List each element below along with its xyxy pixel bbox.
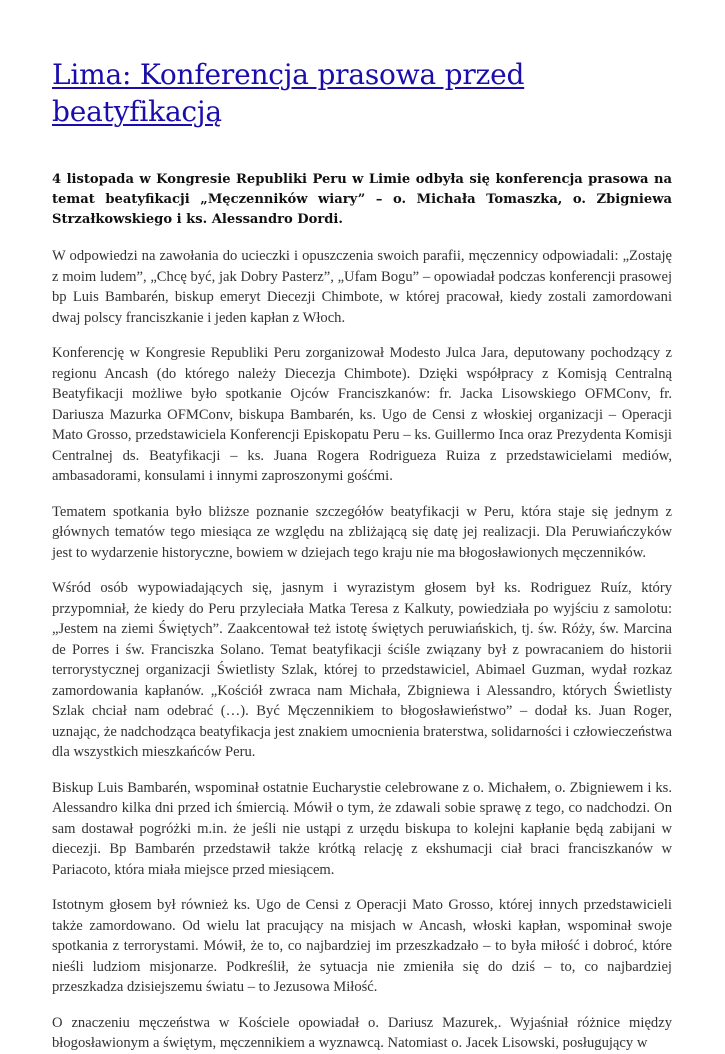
article-lead: 4 listopada w Kongresie Republiki Peru w Limie odbyła się konferencja prasowa na temat beatyfikacji „Męczenników wiary” – o. Michała Tomaszka, o. Zbigniewa Strzałkowskiego i ks. Alessandro Dordi. bbox=[52, 172, 672, 227]
article-title bbox=[52, 56, 672, 130]
article-paragraph-4: Wśród osób wypowiadających się, jasnym i wyrazistym głosem był ks. Rodriguez Ruíz, który przypomniał, że kiedy do Peru przyleciała Matka Teresa z Kalkuty, powiedziała po wyjściu z samolotu: „Jestem na ziemi Świętych”. Zaakcentował też istotę świętych peruwiańskich, tj. św. Róży, św. Marcina de Porres i św. Franciszka Solano. Temat beatyfikacji ściśle związany był z powracaniem do historii terrorystycznej organizacji Świetlisty Szlak, której to przedstawiciel, Abimael Guzman, wydał rozkaz zamordowania kapłanów. „Kościół zwraca nam Michała, Zbigniewa i Alessandro, których Świetlisty Szlak chciał nam odebrać (…). Być Męczennikiem to błogosławieństwo” – dodał ks. Juan Roger, uznając, że nadchodząca beatyfikacja jest znakiem umocnienia braterstwa, solidarności i człowieczeństwa dla wszystkich mieszkańców Peru. bbox=[52, 580, 672, 760]
article-title-link[interactable]: Lima: Konferencja prasowa przed beatyfikacją bbox=[52, 58, 525, 128]
article-paragraph-5: Biskup Luis Bambarén, wspominał ostatnie Eucharystie celebrowane z o. Michałem, o. Zbigniewem i ks. Alessandro kilka dni przed ich śmiercią. Mówił o tym, że zdawali sobie sprawę z tego, co nadchodzi. On sam dostawał pogróżki m.in. że jeśli nie ustąpi z urzędu biskupa to kolejni kapłanie będą zabijani w diecezji. Bp Bambarén przedstawił także krótką relację z ekshumacji ciał braci franciszkanów w Pariacoto, która miała miejsce przed miesiącem. bbox=[52, 779, 672, 878]
article-paragraph-6: Istotnym głosem był również ks. Ugo de Censi z Operacji Mato Grosso, której innych przedstawicieli także zamordowano. Od wielu lat pracujący na misjach w Ancash, włoski kapłan, wspominał swoje spotkania z terrorystami. Mówił, że to, co najbardziej im przeszkadzało – to była miłość i dobroć, które nieśli ludziom misjonarze. Podkreślił, że sytuacja nie zmieniła się do dziś – to, co najbardziej przeszkadza dzisiejszemu światu – to Jezusowa Miłość. bbox=[52, 897, 672, 995]
article-paragraph-2: Konferencję w Kongresie Republiki Peru zorganizował Modesto Julca Jara, deputowany pochodzący z regionu Ancash (do którego należy Diecezja Chimbote). Dzięki współpracy z Komisją Centralną Beatyfikacji możliwe było spotkanie Ojców Franciszkanów: fr. Jacka Lisowskiego OFMConv, fr. Dariusza Mazurka OFMConv, biskupa Bambarén, ks. Ugo de Censi z włoskiej organizacji – Operacji Mato Grosso, przedstawiciela Konferencji Episkopatu Peru – ks. Guillermo Inca oraz Prezydenta Komisji Centralnej ds. Beatyfikacji – ks. Juana Rogera Rodrigueza Ruiza z przedstawicielami mediów, ambasadorami, konsulami i innymi zaproszonymi gośćmi. bbox=[52, 345, 672, 484]
article-paragraph-1: W odpowiedzi na zawołania do ucieczki i opuszczenia swoich parafii, męczennicy odpowiadali: „Zostaję z moim ludem”, „Chcę być, jak Dobry Pasterz”, „Ufam Bogu” – opowiadał podczas konferencji prasowej bp Luis Bambarén, biskup emeryt Diecezji Chimbote, w której pracował, kiedy zostali zamordowani dwaj polscy franciszkanie i jeden kapłan z Włoch. bbox=[52, 248, 672, 326]
article bbox=[52, 56, 672, 1054]
article-paragraph-7: O znaczeniu męczeństwa w Kościele opowiadał o. Dariusz Mazurek,. Wyjaśniał różnice między błogosławionym a świętym, męczennikiem a wyznawcą. Natomiast o. Jacek Lisowski, posługujący w bbox=[52, 1014, 672, 1051]
article-paragraph-3: Tematem spotkania było bliższe poznanie szczegółów beatyfikacji w Peru, która staje się jednym z głównych tematów tego miesiąca ze względu na zbliżającą się datę jej realizacji. Dla Peruwiańczyków jest to wydarzenie historyczne, bowiem w dziejach tego kraju nie ma błogosławionych męczenników. bbox=[52, 503, 672, 561]
